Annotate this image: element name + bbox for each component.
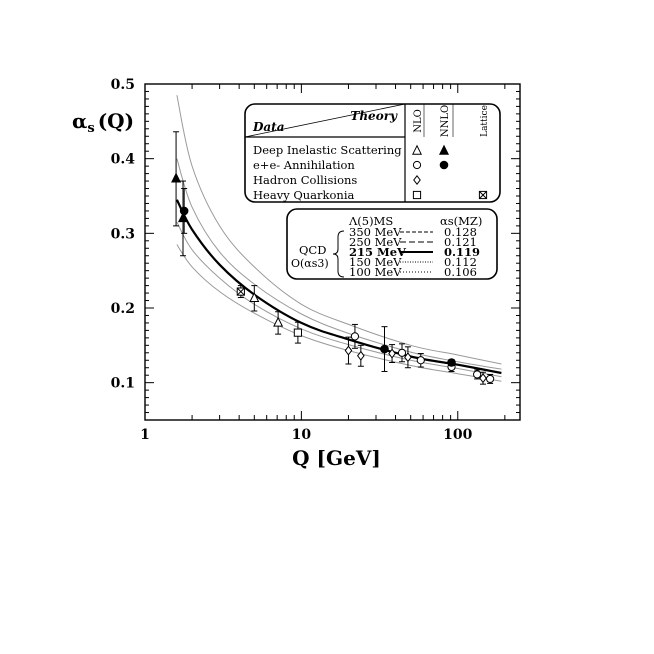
- legend-marker-quarkonia-lattice: [479, 191, 486, 198]
- data-marker-square-cross: [237, 288, 244, 295]
- legend-data-label: Data: [253, 120, 285, 134]
- curve-legend-qcd-label: QCD: [299, 243, 327, 257]
- legend-theory-label: Theory: [350, 109, 397, 123]
- data-marker-circle-open: [474, 371, 481, 378]
- curve-legend-lambda: 150 MeV: [349, 255, 402, 269]
- y-tick-label: 0.4: [110, 151, 135, 168]
- x-tick-label: 10: [291, 427, 312, 443]
- data-theory-legend: [245, 104, 500, 202]
- curve-legend-lambda: 100 MeV: [349, 265, 402, 279]
- curve-legend-alpha-value: 0.119: [444, 245, 481, 259]
- data-marker-triangle-filled: [172, 174, 180, 182]
- data-marker-circle-open: [417, 357, 424, 364]
- curve-legend-alpha-value: 0.128: [444, 225, 477, 239]
- curve-legend-alpha-value: 0.106: [444, 265, 477, 279]
- curve-legend-alpha-header: αs(MZ): [440, 214, 483, 228]
- y-axis-title: $\alpha_s$ (Q): [72, 109, 135, 136]
- curve-legend-alpha-value: 0.112: [444, 255, 477, 269]
- data-point: [250, 286, 258, 311]
- data-point: [381, 327, 389, 372]
- data-point: [274, 312, 282, 334]
- data-marker-circle-filled: [180, 207, 188, 215]
- data-marker-circle-filled: [381, 345, 389, 353]
- y-tick-label: 0.5: [110, 77, 135, 93]
- y-tick-label: 0.3: [110, 226, 135, 243]
- x-tick-label: 100: [443, 427, 473, 443]
- data-marker-diamond-open: [345, 346, 351, 354]
- y-tick-label: 0.2: [110, 301, 135, 317]
- data-marker-square-open: [294, 329, 301, 336]
- curve-legend: [287, 209, 497, 279]
- legend-marker-quarkonia-nlo: [413, 191, 420, 198]
- legend-marker-ee-nnlo: [440, 161, 448, 169]
- legend-row-label: e+e- Annihilation: [253, 158, 355, 172]
- curve-legend-alpha-value: 0.121: [444, 235, 477, 249]
- data-point: [172, 132, 180, 226]
- legend-marker-ee-nlo: [413, 161, 420, 168]
- curve-legend-lambda: 215 MeV: [349, 245, 406, 259]
- curve-legend-lambda-header: Λ(5)MS: [349, 214, 394, 228]
- data-point: [487, 374, 494, 383]
- curve-legend-lambda: 250 MeV: [349, 235, 402, 249]
- legend-column-lattice: Lattice: [480, 105, 490, 137]
- legend-row-label: Deep Inelastic Scattering: [253, 143, 402, 157]
- data-point: [179, 181, 187, 256]
- legend-row-label: Heavy Quarkonia: [253, 188, 355, 202]
- legend-row-label: Hadron Collisions: [253, 173, 358, 187]
- x-tick-label: 1: [140, 427, 150, 443]
- curve-legend-order-label: O(αs3): [291, 257, 329, 270]
- data-marker-circle-open: [398, 349, 405, 356]
- data-point: [180, 189, 188, 234]
- data-point: [448, 359, 456, 367]
- legend-column-nnlo: NNLO: [440, 104, 451, 138]
- data-marker-circle-open: [351, 333, 358, 340]
- data-marker-circle-filled: [448, 359, 456, 367]
- y-tick-label: 0.1: [110, 375, 135, 392]
- data-point: [294, 322, 301, 343]
- legend-column-nlo: NLO: [413, 109, 424, 133]
- x-axis-title: Q [GeV]: [292, 446, 381, 470]
- curve-legend-lambda: 350 MeV: [349, 225, 402, 239]
- data-marker-circle-open: [487, 375, 494, 382]
